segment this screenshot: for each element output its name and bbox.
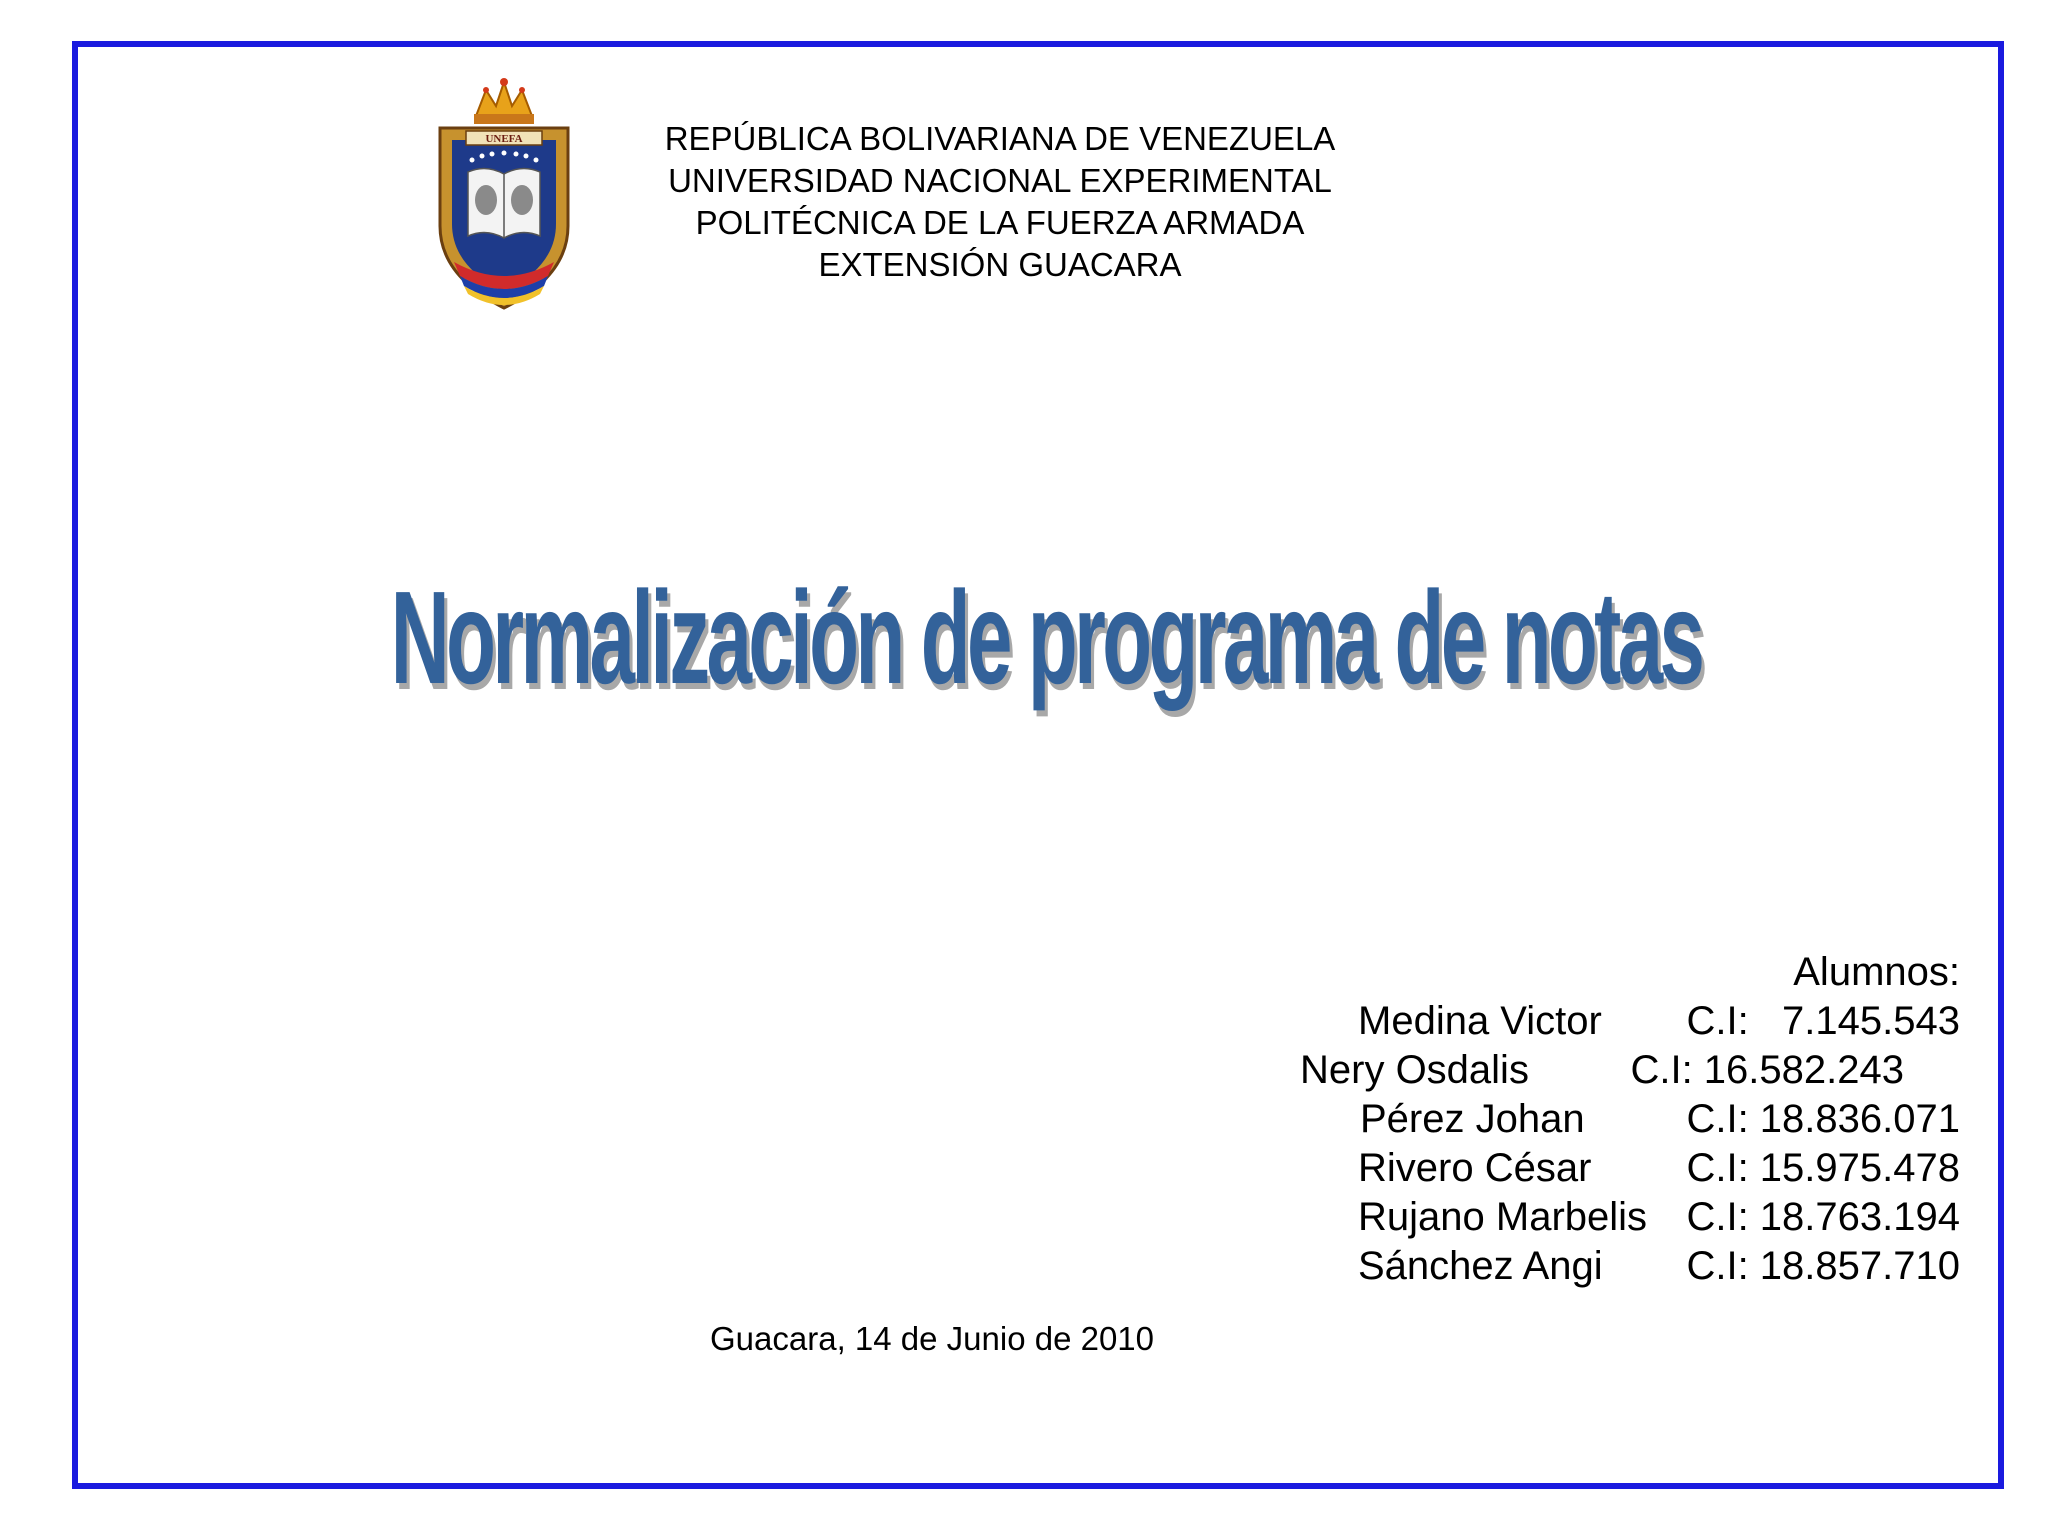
student-id: C.I: 18.857.710 — [1686, 1244, 1960, 1288]
student-name: Pérez Johan — [1360, 1097, 1585, 1141]
header-line-extension: EXTENSIÓN GUACARA — [818, 246, 1182, 283]
unefa-crest-icon — [428, 76, 580, 316]
student-row — [1290, 1095, 1960, 1144]
student-name: Rivero César — [1358, 1146, 1592, 1190]
student-row — [1290, 997, 1960, 1046]
student-row — [1290, 1046, 1960, 1095]
student-row — [1290, 1242, 1960, 1291]
student-id: C.I: 15.975.478 — [1686, 1146, 1960, 1190]
student-name: Sánchez Angi — [1358, 1244, 1603, 1288]
header-line-polytechnic: POLITÉCNICA DE LA FUERZA ARMADA — [695, 204, 1305, 241]
student-id: C.I: 18.836.071 — [1686, 1097, 1960, 1141]
student-name: Rujano Marbelis — [1358, 1195, 1648, 1239]
student-row — [1290, 1144, 1960, 1193]
student-id: C.I: 16.582.243 — [1630, 1048, 1904, 1092]
student-id: C.I: 18.763.194 — [1686, 1195, 1960, 1239]
document-title: Normalización de programa de notas — [390, 564, 1702, 711]
header-line-country: REPÚBLICA BOLIVARIANA DE VENEZUELA — [664, 120, 1336, 157]
students-heading: Alumnos: — [1793, 950, 1960, 994]
institution-header — [600, 118, 1400, 286]
student-id: C.I: 7.145.543 — [1686, 999, 1960, 1043]
place-and-date: Guacara, 14 de Junio de 2010 — [710, 1320, 1155, 1357]
header-line-university: UNIVERSIDAD NACIONAL EXPERIMENTAL — [668, 162, 1332, 199]
student-row — [1290, 1193, 1960, 1242]
student-name: Nery Osdalis — [1300, 1048, 1529, 1092]
student-name: Medina Victor — [1358, 999, 1602, 1043]
students-block — [1290, 948, 1960, 1291]
svg-text:UNEFA: UNEFA — [485, 133, 523, 145]
